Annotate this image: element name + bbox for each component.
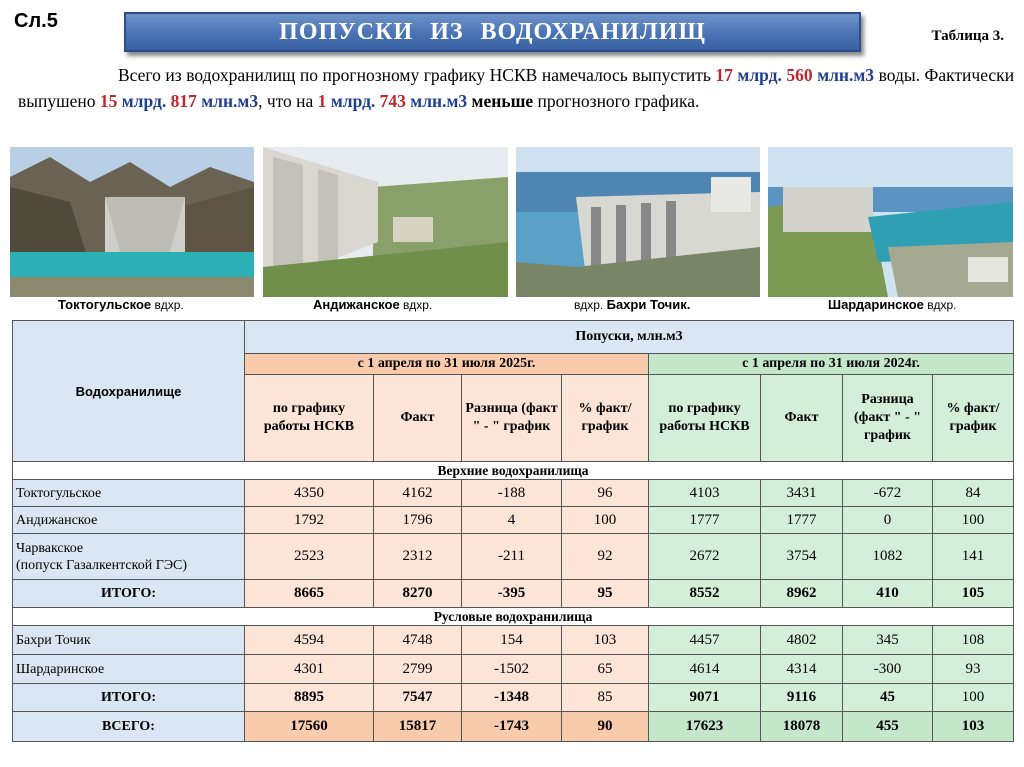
cell: 1777	[761, 507, 843, 534]
table-row	[13, 480, 1014, 507]
cell: 4350	[245, 480, 374, 507]
row-name: ВСЕГО:	[13, 712, 245, 742]
upper-total-row	[13, 580, 1014, 608]
section-river: Русловые водохранилища	[13, 608, 1014, 626]
cell: 0	[843, 507, 933, 534]
cell: 17623	[649, 712, 761, 742]
cell: 8962	[761, 580, 843, 608]
cell: 8665	[245, 580, 374, 608]
cell: 17560	[245, 712, 374, 742]
cell: 4314	[761, 655, 843, 684]
cell: 8270	[374, 580, 462, 608]
river-total-row	[13, 684, 1014, 712]
cell: 154	[462, 626, 562, 655]
cell: 85	[562, 684, 649, 712]
header-2024-fact: Факт	[761, 375, 843, 462]
toktogul-photo	[10, 147, 254, 297]
cell: -672	[843, 480, 933, 507]
header-2025-pct: % факт/ график	[562, 375, 649, 462]
cell: 8552	[649, 580, 761, 608]
cell: 4457	[649, 626, 761, 655]
cell: 7547	[374, 684, 462, 712]
cell: -300	[843, 655, 933, 684]
shardara-photo	[768, 147, 1013, 297]
shardara-caption: Шардаринское вдхр.	[828, 297, 957, 312]
cell: 96	[562, 480, 649, 507]
cell: 1777	[649, 507, 761, 534]
cell: 18078	[761, 712, 843, 742]
intro-paragraph: Всего из водохранилищ по прогнозному графику НСКВ намечалось выпустить 17 млрд. 560 млн.м3 воды. Фактически выпушено 15 млрд. 817 млн.м3, что на 1 млрд. 743 млн.м3 меньше прогнозного графика.	[18, 65, 1015, 111]
row-name: Чарвакское (попуск Газалкентской ГЭС)	[13, 534, 245, 580]
cell: 45	[843, 684, 933, 712]
header-reservoir: Водохранилище	[13, 321, 245, 462]
releases-table	[12, 320, 1014, 742]
header-2024-pct: % факт/ график	[933, 375, 1014, 462]
header-2024-plan: по графику работы НСКВ	[649, 375, 761, 462]
bakhri-tochik-caption: вдхр. Бахри Точик.	[574, 297, 691, 312]
cell: 65	[562, 655, 649, 684]
section-upper: Верхние водохранилища	[13, 462, 1014, 480]
cell: 15817	[374, 712, 462, 742]
andijan-caption: Андижанское вдхр.	[313, 297, 433, 312]
cell: 1082	[843, 534, 933, 580]
cell: 410	[843, 580, 933, 608]
cell: 4802	[761, 626, 843, 655]
cell: 90	[562, 712, 649, 742]
cell: 2799	[374, 655, 462, 684]
cell: 100	[933, 684, 1014, 712]
cell: 100	[933, 507, 1014, 534]
header-period-2025: с 1 апреля по 31 июля 2025г.	[245, 354, 649, 375]
table-label: Таблица 3.	[931, 28, 1004, 44]
cell: 8895	[245, 684, 374, 712]
header-2025-plan: по графику работы НСКВ	[245, 375, 374, 462]
table-row	[13, 534, 1014, 580]
page-title: ПОПУСКИ ИЗ ВОДОХРАНИЛИЩ	[124, 12, 861, 52]
table-row	[13, 507, 1014, 534]
cell: 93	[933, 655, 1014, 684]
cell: 4	[462, 507, 562, 534]
cell: 2312	[374, 534, 462, 580]
cell: 92	[562, 534, 649, 580]
cell: 9116	[761, 684, 843, 712]
cell: 1796	[374, 507, 462, 534]
cell: 105	[933, 580, 1014, 608]
cell: -1502	[462, 655, 562, 684]
cell: 1792	[245, 507, 374, 534]
cell: 4162	[374, 480, 462, 507]
andijan-photo	[263, 147, 508, 297]
header-period-2024: с 1 апреля по 31 июля 2024г.	[649, 354, 1014, 375]
cell: 2523	[245, 534, 374, 580]
cell: 4614	[649, 655, 761, 684]
row-name: Бахри Точик	[13, 626, 245, 655]
row-name: ИТОГО:	[13, 684, 245, 712]
cell: 4748	[374, 626, 462, 655]
cell: 103	[933, 712, 1014, 742]
cell: -1743	[462, 712, 562, 742]
row-name: Андижанское	[13, 507, 245, 534]
header-2024-diff: Разница (факт " - " график	[843, 375, 933, 462]
cell: 3754	[761, 534, 843, 580]
table-row	[13, 626, 1014, 655]
cell: -211	[462, 534, 562, 580]
cell: -188	[462, 480, 562, 507]
cell: 2672	[649, 534, 761, 580]
cell: 4301	[245, 655, 374, 684]
cell: 455	[843, 712, 933, 742]
header-2025-diff: Разница (факт " - " график	[462, 375, 562, 462]
cell: 108	[933, 626, 1014, 655]
grand-total-row	[13, 712, 1014, 742]
cell: -395	[462, 580, 562, 608]
cell: 84	[933, 480, 1014, 507]
bakhri-tochik-photo	[516, 147, 760, 297]
row-name: Токтогульское	[13, 480, 245, 507]
toktogul-caption: Токтогульское вдхр.	[58, 297, 184, 312]
cell: 345	[843, 626, 933, 655]
cell: 141	[933, 534, 1014, 580]
slide-number: Сл.5	[14, 10, 58, 32]
cell: 100	[562, 507, 649, 534]
cell: 3431	[761, 480, 843, 507]
cell: 103	[562, 626, 649, 655]
cell: -1348	[462, 684, 562, 712]
table-row	[13, 655, 1014, 684]
row-name: Шардаринское	[13, 655, 245, 684]
header-releases: Попуски, млн.м3	[245, 321, 1014, 354]
cell: 4103	[649, 480, 761, 507]
cell: 95	[562, 580, 649, 608]
row-name: ИТОГО:	[13, 580, 245, 608]
cell: 9071	[649, 684, 761, 712]
header-2025-fact: Факт	[374, 375, 462, 462]
cell: 4594	[245, 626, 374, 655]
